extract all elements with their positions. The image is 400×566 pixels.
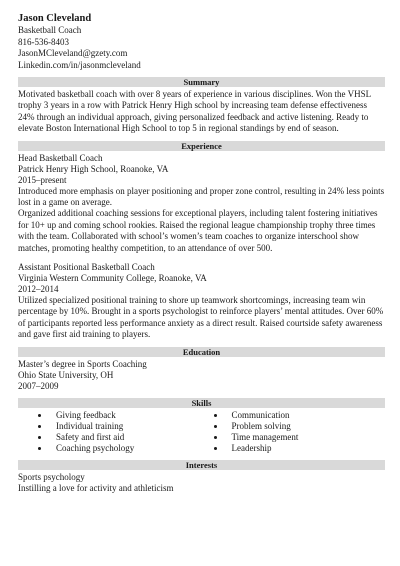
skill-item: Leadership xyxy=(214,443,386,454)
education-heading: Education xyxy=(18,347,385,357)
skills-list xyxy=(18,410,385,454)
skills-heading: Skills xyxy=(18,398,385,408)
skill-item: Individual training xyxy=(38,421,212,432)
candidate-name: Jason Cleveland xyxy=(18,13,92,24)
skill-item: Time management xyxy=(214,432,386,443)
job-organization: Patrick Henry High School, Roanoke, VA xyxy=(18,163,169,174)
degree: Master’s degree in Sports Coaching xyxy=(18,358,147,369)
job-dates: 2012–2014 xyxy=(18,284,59,295)
linkedin-url: Linkedin.com/in/jasonmcleveland xyxy=(18,59,141,70)
experience-list xyxy=(18,153,385,341)
interest-item: Sports psychology xyxy=(18,471,85,482)
experience-heading: Experience xyxy=(18,141,385,151)
contact-info xyxy=(18,25,385,71)
education-dates: 2007–2009 xyxy=(18,380,59,391)
skill-item: Safety and first aid xyxy=(38,432,212,443)
job-dates: 2015–present xyxy=(18,174,67,185)
summary-text: Motivated basketball coach with over 8 years of experience in various disciplines. Won the VHSL trophy 3 years in a row with Patrick Henry High school by increasing team defense effectiveness 24% through an individual approach, giving personalized feedback and active listening. Ready to elevate Boston International High School to top 5 in regional standings by end of season. xyxy=(18,89,371,134)
skills-column-right xyxy=(212,410,386,454)
skill-item: Problem solving xyxy=(214,421,386,432)
school: Ohio State University, OH xyxy=(18,369,114,380)
interests-list xyxy=(18,472,385,494)
interests-heading: Interests xyxy=(18,460,385,470)
summary-heading: Summary xyxy=(18,77,385,87)
job-role: Head Basketball Coach xyxy=(18,152,103,163)
job-description-line: Introduced more emphasis on player positioning and proper zone control, resulting in 24% less points lost in a game on average. xyxy=(18,185,385,208)
skills-column-left xyxy=(38,410,212,454)
skill-item: Coaching psychology xyxy=(38,443,212,454)
resume-header xyxy=(18,12,385,71)
job-role: Assistant Positional Basketball Coach xyxy=(18,262,155,273)
skill-item: Giving feedback xyxy=(38,410,212,421)
job-organization: Virginia Western Community College, Roanoke, VA xyxy=(18,273,207,284)
interest-item: Instilling a love for activity and athleticism xyxy=(18,482,174,493)
job-description-line: Organized additional coaching sessions for exceptional players, including talent fostering initiatives for 10+ up and coming school rookies. Raised the regional league championship trophy three times with the team. Collaborated with school’s women’s team coaches to organize interschool show matches, promoting healthy competition, to an attendance of over 500. xyxy=(18,208,378,253)
email-address: JasonMCleveland@gzety.com xyxy=(18,48,128,58)
job-entry xyxy=(18,262,385,341)
job-title: Basketball Coach xyxy=(18,25,82,35)
phone-number: 816-536-8403 xyxy=(18,36,69,47)
job-entry xyxy=(18,153,385,254)
job-description-line: Utilized specialized positional training to shore up teamwork shortcomings, increasing team win percentage by 10%. Brought in a sports psychologist to reinforce players’ mental attitudes. Over 60% of participants reported less performance anxiety as a direct result. Raised courtside safety awareness and gave first aid training to players. xyxy=(18,295,384,340)
skill-item: Communication xyxy=(214,410,386,421)
education-entry xyxy=(18,359,385,392)
